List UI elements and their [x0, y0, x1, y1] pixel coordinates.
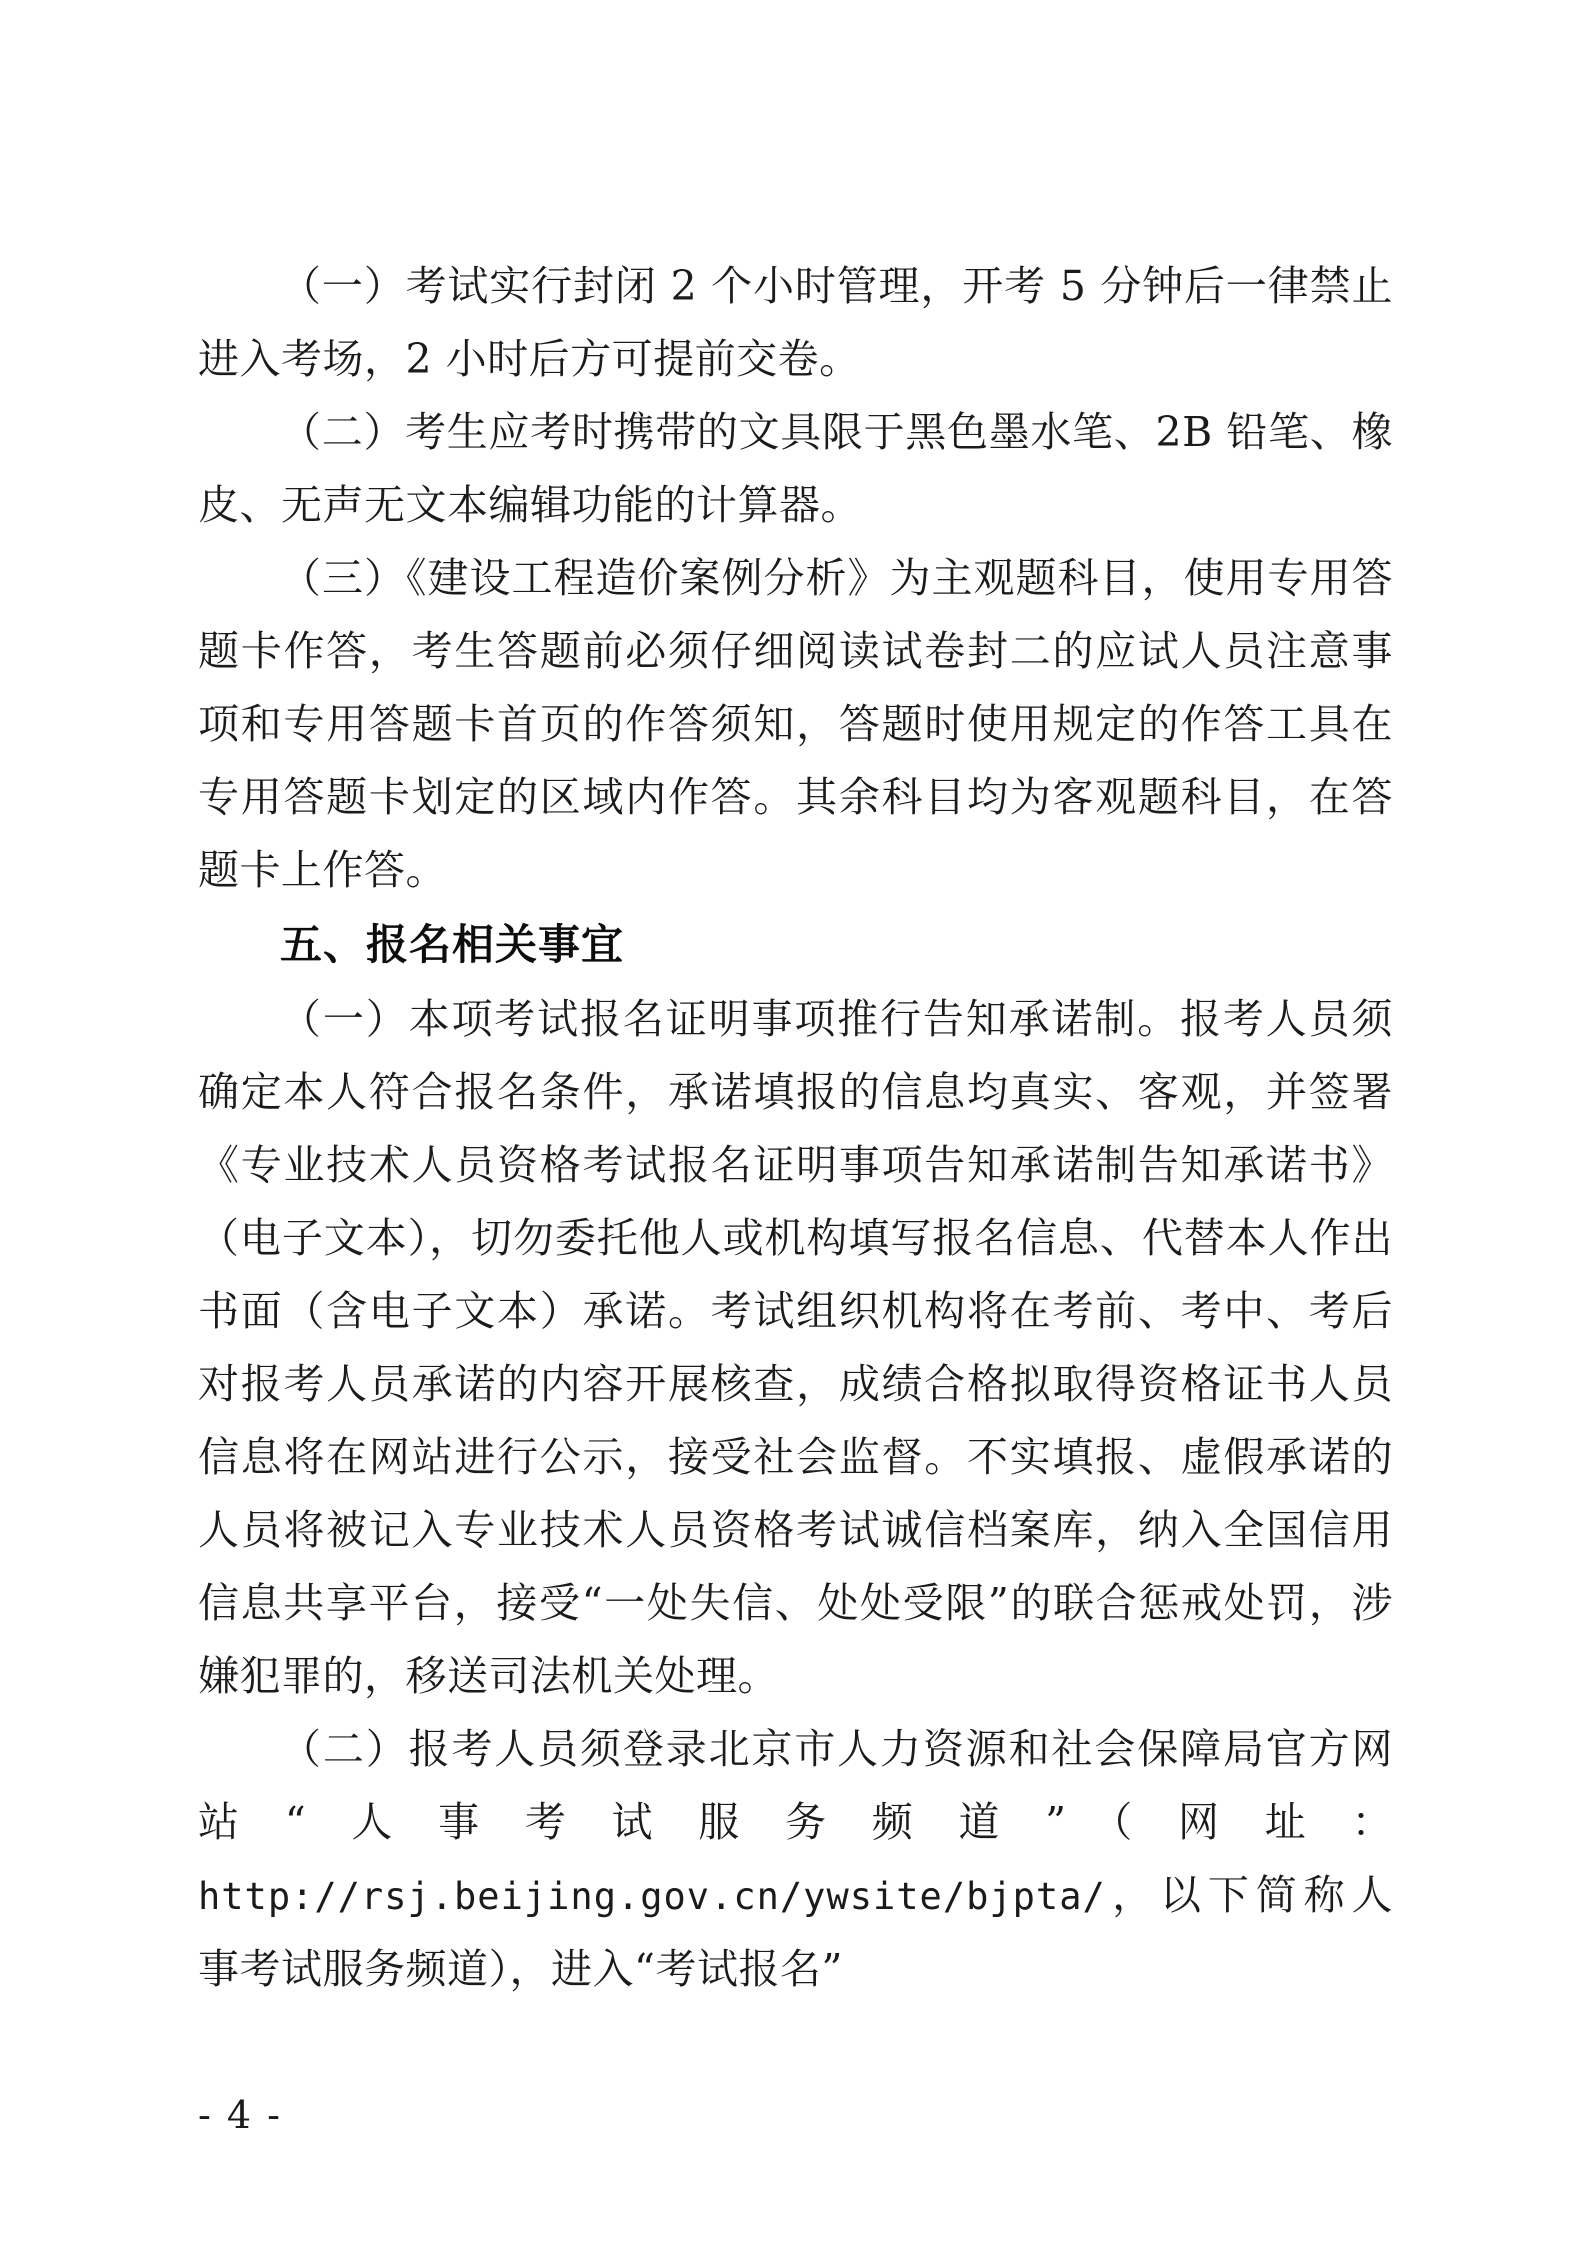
- document-body: [198, 250, 1393, 2006]
- paragraph-item-2: （二）考生应考时携带的文具限于黑色墨水笔、2B 铅笔、橡皮、无声无文本编辑功能的计算器。: [198, 408, 1393, 529]
- paragraph-5-tail: ，以下简称人事考试服务频道），进入“考试报名”: [198, 1871, 1393, 1993]
- paragraph-5-lead: （二）报考人员须登录北京市人力资源和社会保障局官方网站“人事考试服务频道”（网址：: [198, 1725, 1393, 1846]
- paragraph-item-5: [198, 1713, 1393, 2006]
- paragraph-item-4: （一）本项考试报名证明事项推行告知承诺制。报考人员须确定本人符合报名条件，承诺填报的信息均真实、客观，并签署《专业技术人员资格考试报名证明事项告知承诺制告知承诺书》（电子文本），切勿委托他人或机构填写报名信息、代替本人作出书面（含电子文本）承诺。考试组织机构将在考前、考中、考后对报考人员承诺的内容开展核查，成绩合格拟取得资格证书人员信息将在网站进行公示，接受社会监督。不实填报、虚假承诺的人员将被记入专业技术人员资格考试诚信档案库，纳入全国信用信息共享平台，接受“一处失信、处处受限”的联合惩戒处罚，涉嫌犯罪的，移送司法机关处理。: [198, 995, 1393, 1700]
- paragraph-item-3: （三）《建设工程造价案例分析》为主观题科目，使用专用答题卡作答，考生答题前必须仔细阅读试卷封二的应试人员注意事项和专用答题卡首页的作答须知，答题时使用规定的作答工具在专用答题卡划定的区域内作答。其余科目均为客观题科目，在答题卡上作答。: [198, 554, 1393, 894]
- paragraph-item-1: （一）考试实行封闭 2 个小时管理，开考 5 分钟后一律禁止进入考场，2 小时后方可提前交卷。: [198, 262, 1393, 383]
- website-url: http://rsj.beijing.gov.cn/ywsite/bjpta/: [198, 1875, 1106, 1918]
- page-number: - 4 -: [198, 2093, 283, 2137]
- section-heading-five: 五、报名相关事宜: [280, 920, 625, 969]
